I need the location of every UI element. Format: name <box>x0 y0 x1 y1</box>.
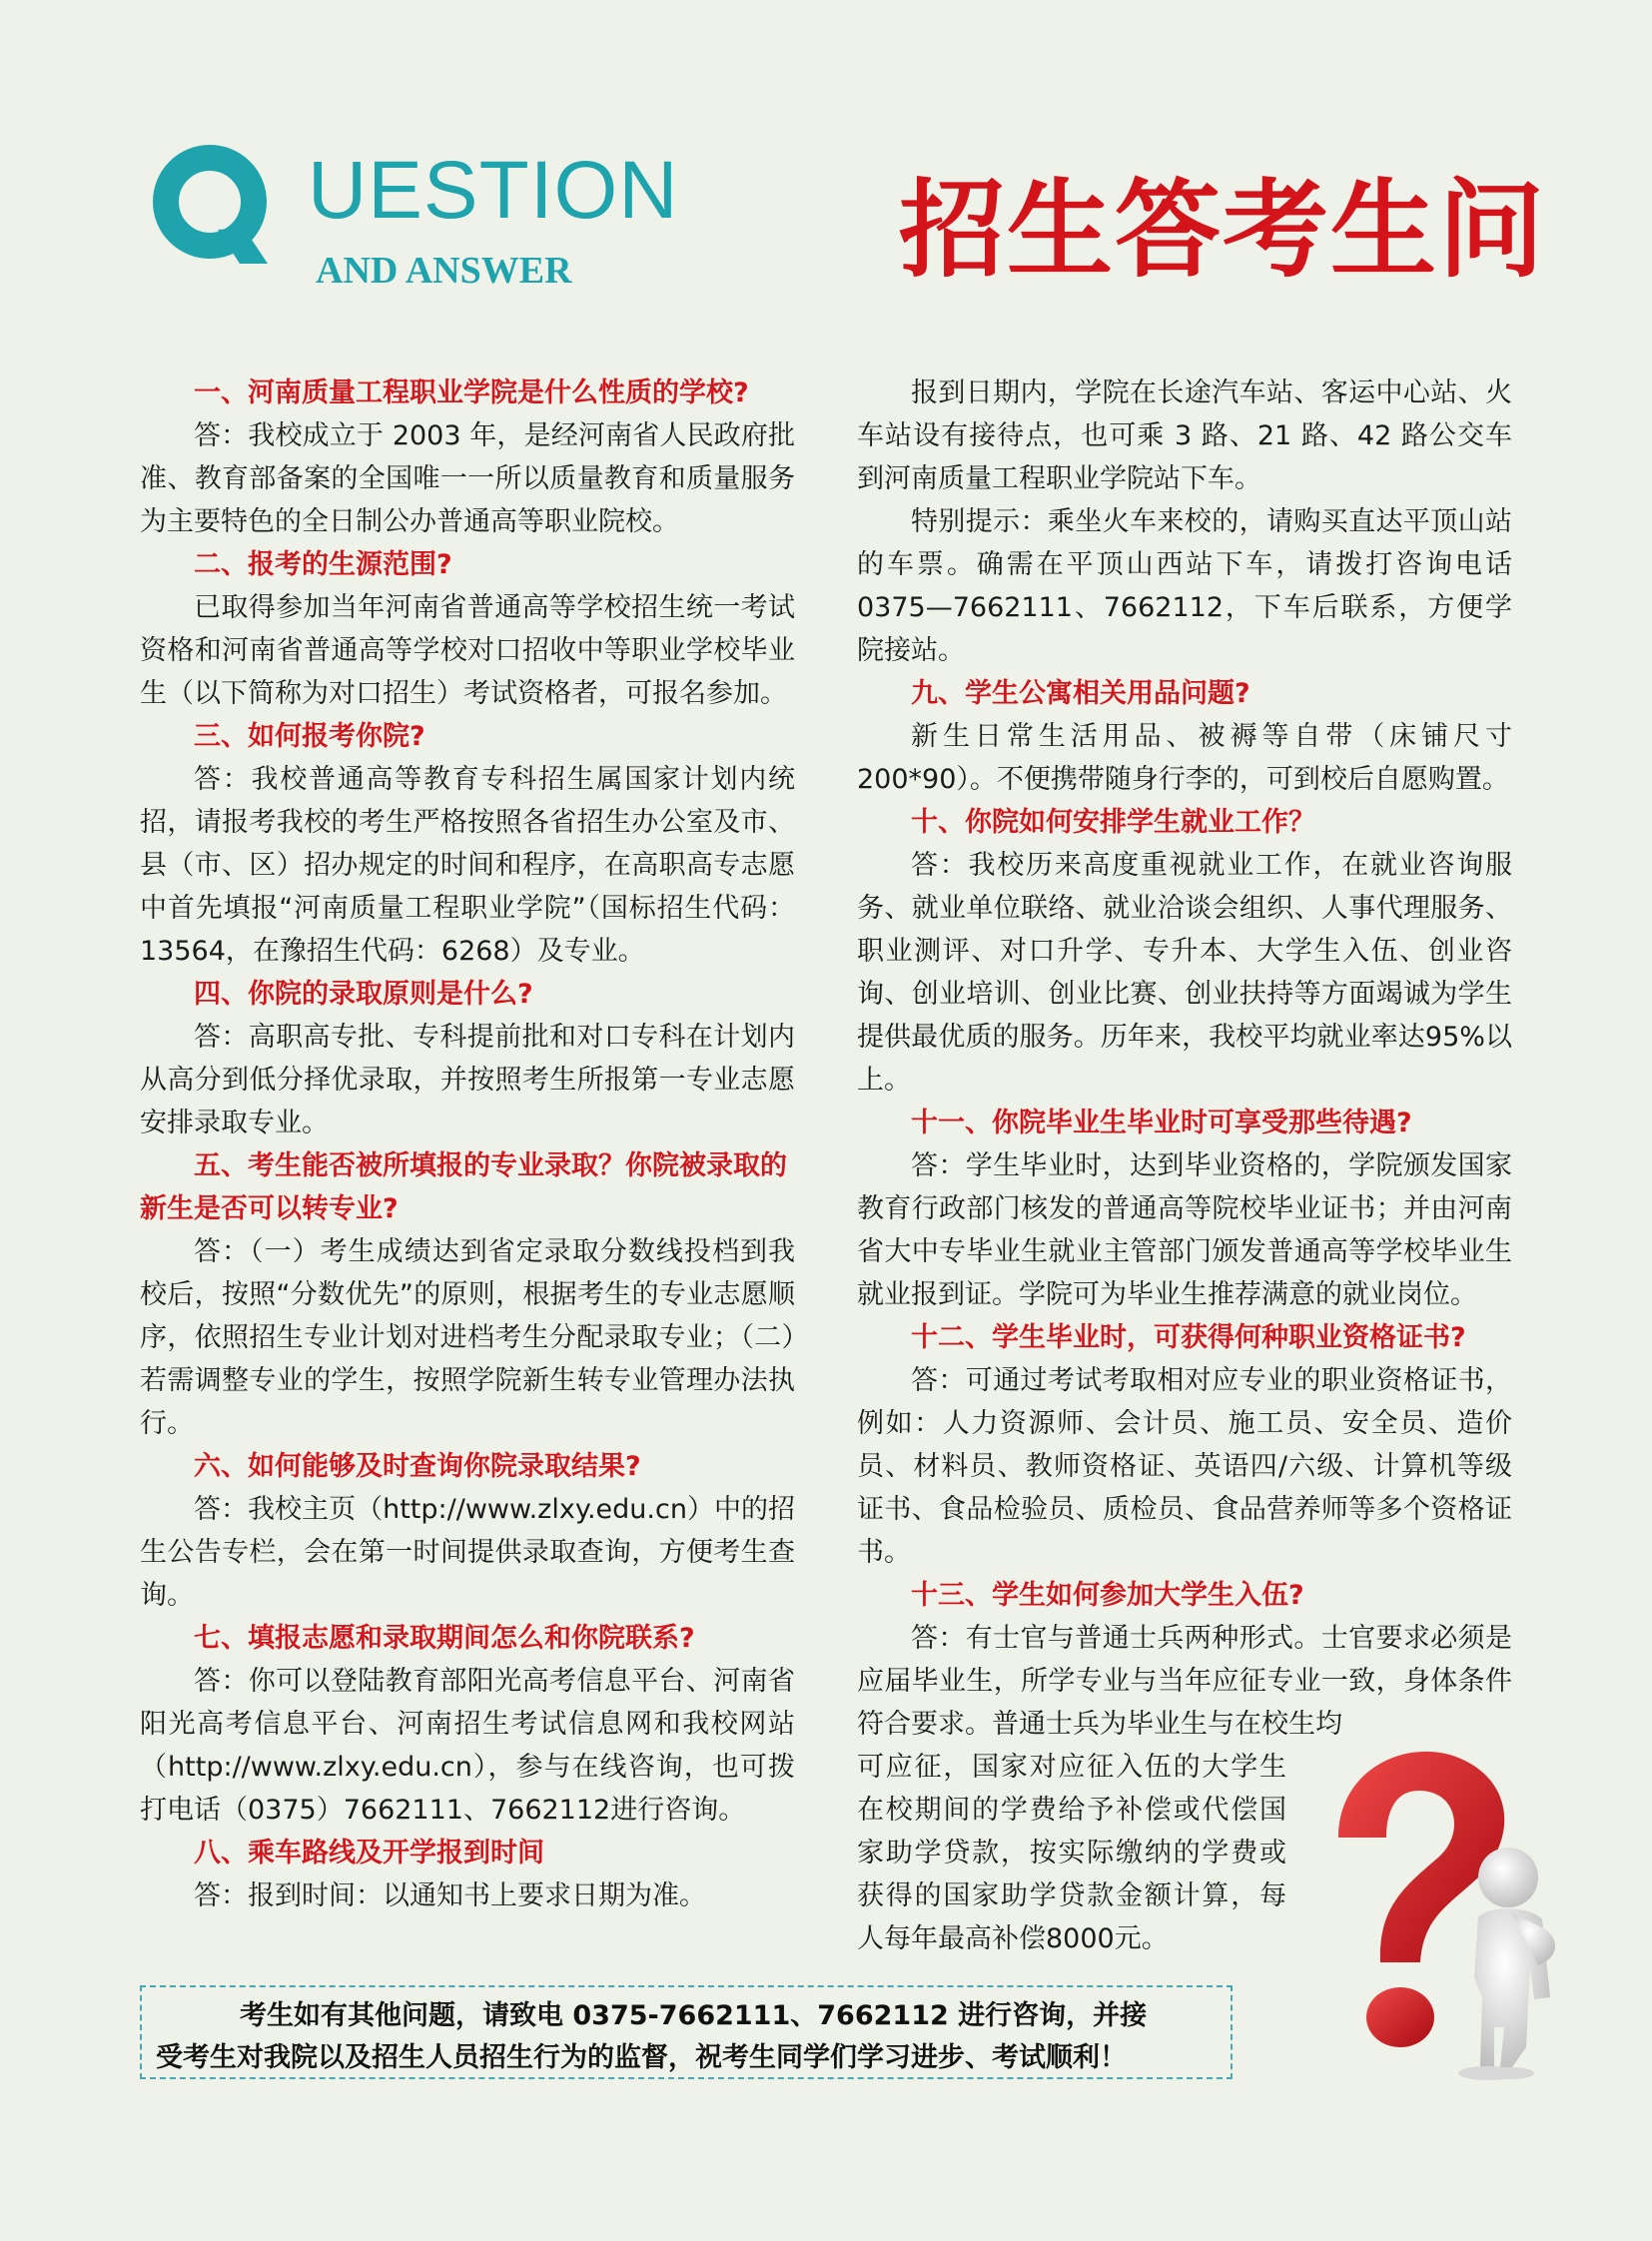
answer-paragraph: 答：我校普通高等教育专科招生属国家计划内统招，请报考我校的考生严格按照各省招生办公室及市、县（市、区）招办规定的时间和程序，在高职高专志愿中首先填报“河南质量工程职业学院”（国标招生代码：13564，在豫招生代码：6268）及专业。 <box>140 764 795 967</box>
question-mark-figure-icon <box>1298 1728 1588 2087</box>
question-heading: 十三、学生如何参加大学生入伍? <box>911 1580 1304 1611</box>
q-logo-icon <box>148 142 278 272</box>
answer-paragraph: 特别提示：乘坐火车来校的，请购买直达平顶山站的车票。确需在平顶山西站下车，请拨打咨询电话 0375—7662111、7662112，下车后联系，方便学院接站。 <box>857 506 1512 666</box>
answer-paragraph: 可应征，国家对应征入伍的大学生在校期间的学费给予补偿或代偿国家助学贷款，按实际缴纳的学费或获得的国家助学贷款金额计算，每人每年最高补偿8000元。 <box>857 1752 1286 1954</box>
question-heading: 三、如何报考你院? <box>194 721 425 752</box>
logo-uestion: UESTION <box>308 145 679 236</box>
contact-notice-box <box>140 1985 1233 2079</box>
question-heading: 十一、你院毕业生毕业时可享受那些待遇? <box>911 1108 1412 1138</box>
answer-paragraph: 已取得参加当年河南省普通高等学校招生统一考试资格和河南省普通高等学校对口招收中等职业学校毕业生（以下简称为对口招生）考试资格者，可报名参加。 <box>140 592 795 709</box>
answer-paragraph: 答：学生毕业时，达到毕业资格的，学院颁发国家教育行政部门核发的普通高等院校毕业证书；并由河南省大中专毕业生就业主管部门颁发普通高等学校毕业生就业报到证。学院可为毕业生推荐满意的就业岗位。 <box>857 1150 1512 1310</box>
question-heading: 五、考生能否被所填报的专业录取？你院被录取的新生是否可以转专业? <box>140 1150 787 1224</box>
answer-paragraph: 答：我校历来高度重视就业工作，在就业咨询服务、就业单位联络、就业洽谈会组织、人事代理服务、职业测评、对口升学、专升本、大学生入伍、创业咨询、创业培训、创业比赛、创业扶持等方面竭诚为学生提供最优质的服务。历年来，我校平均就业率达95%以上。 <box>857 850 1512 1096</box>
question-heading: 七、填报志愿和录取期间怎么和你院联系? <box>194 1623 695 1654</box>
answer-paragraph: 报到日期内，学院在长途汽车站、客运中心站、火车站设有接待点，也可乘 3 路、21 路、42 路公交车到河南质量工程职业学院站下车。 <box>857 377 1512 494</box>
question-heading: 一、河南质量工程职业学院是什么性质的学校? <box>194 377 749 408</box>
question-heading: 六、如何能够及时查询你院录取结果? <box>194 1451 641 1482</box>
answer-paragraph: 答：报到时间：以通知书上要求日期为准。 <box>194 1880 706 1911</box>
logo-and-answer: AND ANSWER <box>316 250 572 292</box>
page-title: 招生答考生问 <box>899 169 1546 292</box>
question-heading: 十、你院如何安排学生就业工作？ <box>911 807 1315 838</box>
answer-paragraph: 答：可通过考试考取相对应专业的职业资格证书，例如：人力资源师、会计员、施工员、安全员、造价员、材料员、教师资格证、英语四/六级、计算机等级证书、食品检验员、质检员、食品营养师等多个资格证书。 <box>857 1365 1512 1568</box>
answer-paragraph: 答：有士官与普通士兵两种形式。士官要求必须是应届毕业生，所学专业与当年应征专业一致，身体条件符合要求。普通士兵为毕业生与在校生均 <box>857 1623 1512 1740</box>
question-heading: 二、报考的生源范围? <box>194 549 452 580</box>
question-heading: 八、乘车路线及开学报到时间 <box>194 1838 544 1868</box>
answer-paragraph: 新生日常生活用品、被褥等自带（床铺尺寸200*90）。不便携带随身行李的，可到校后自愿购置。 <box>857 721 1512 795</box>
question-heading: 十二、学生毕业时，可获得何种职业资格证书? <box>911 1322 1466 1353</box>
answer-paragraph: 答：（一）考生成绩达到省定录取分数线投档到我校后，按照“分数优先”的原则，根据考生的专业志愿顺序，依照招生专业计划对进档考生分配录取专业；（二）若需调整专业的学生，按照学院新生转专业管理办法执行。 <box>140 1236 795 1439</box>
question-heading: 四、你院的录取原则是什么? <box>194 979 533 1010</box>
question-heading: 九、学生公寓相关用品问题? <box>911 678 1250 709</box>
answer-paragraph: 答：我校主页（http://www.zlxy.edu.cn）中的招生公告专栏，会在第一时间提供录取查询，方便考生查询。 <box>140 1494 795 1611</box>
notice-line-1: 考生如有其他问题，请致电 0375-7662111、7662112 进行咨询，并接 <box>240 2000 1148 2031</box>
left-column <box>140 372 795 1917</box>
answer-paragraph: 答：你可以登陆教育部阳光高考信息平台、河南省阳光高考信息平台、河南招生考试信息网和我校网站（http://www.zlxy.edu.cn），参与在线咨询，也可拨打电话（0375）7662111、7662112进行咨询。 <box>140 1666 795 1826</box>
notice-line-2: 受考生对我院以及招生人员招生行为的监督，祝考生同学们学习进步、考试顺利！ <box>156 2042 1127 2073</box>
answer-paragraph: 答：我校成立于 2003 年，是经河南省人民政府批准、教育部备案的全国唯一一所以质量教育和质量服务为主要特色的全日制公办普通高等职业院校。 <box>140 420 795 537</box>
right-column <box>857 372 1512 1960</box>
answer-paragraph: 答：高职高专批、专科提前批和对口专科在计划内从高分到低分择优录取，并按照考生所报第一专业志愿安排录取专业。 <box>140 1022 795 1138</box>
